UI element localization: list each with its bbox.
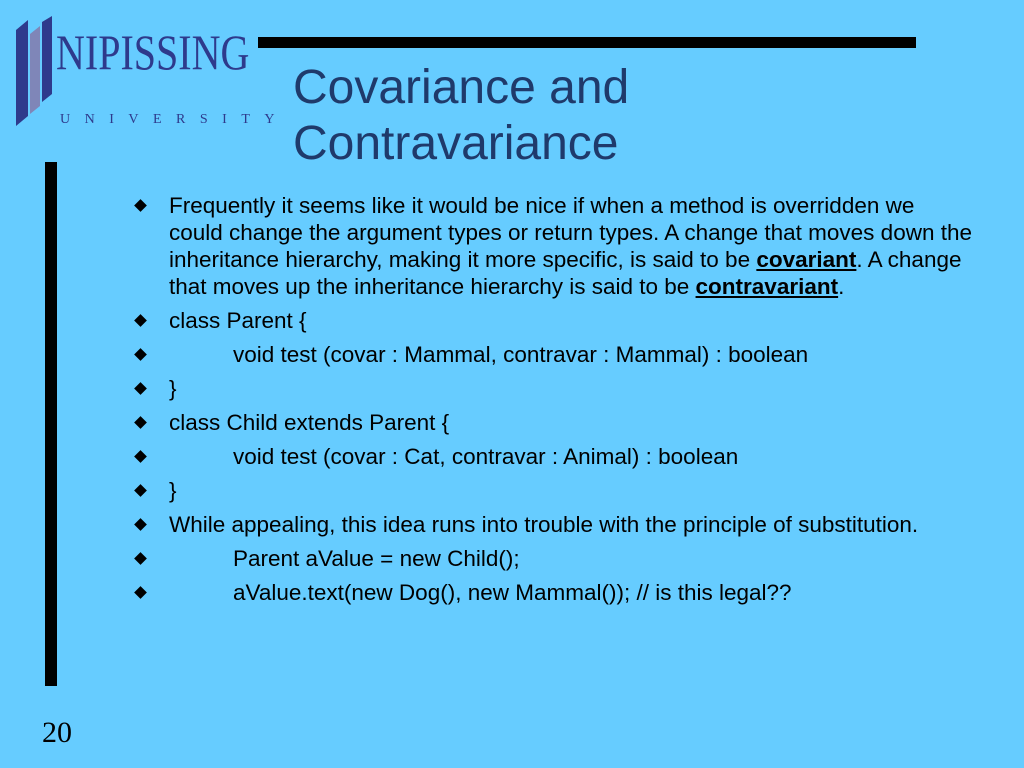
bullet-text: void test (covar : Mammal, contravar : Mammal) : boolean (233, 342, 809, 367)
bullet-item (132, 477, 972, 504)
bullet-text-part: . (838, 274, 845, 299)
bullet-text-part: . A change that moves up the inheritance hierarchy is said to be (169, 247, 962, 299)
keyword-contravariant: contravariant (695, 274, 839, 299)
bullet-text: } (169, 376, 177, 401)
bullet-item (132, 375, 972, 402)
bullet-text: Parent aValue = new Child(); (233, 546, 520, 571)
nipissing-university-logo (10, 14, 289, 128)
slide-title-line-1: Covariance and (293, 61, 630, 114)
bullet-item (132, 341, 972, 368)
slide-title (293, 60, 629, 172)
diamond-bullet-icon (134, 348, 147, 361)
diamond-bullet-icon (134, 484, 147, 497)
logo-name: NIPISSING (56, 24, 250, 80)
bullet-text: void test (covar : Cat, contravar : Animal) : boolean (233, 444, 739, 469)
diamond-bullet-icon (134, 450, 147, 463)
bullet-item (132, 307, 972, 334)
bullet-item (132, 192, 972, 300)
top-divider (258, 37, 916, 48)
diamond-bullet-icon (134, 199, 147, 212)
diamond-bullet-icon (134, 314, 147, 327)
bullet-item (132, 545, 972, 572)
diamond-bullet-icon (134, 416, 147, 429)
page-number: 20 (42, 716, 72, 749)
bullet-text: While appealing, this idea runs into trouble with the principle of substitution. (169, 512, 919, 537)
bullet-item (132, 579, 972, 606)
bullet-text: class Child extends Parent { (169, 410, 450, 435)
diamond-bullet-icon (134, 382, 147, 395)
nipissing-emblem-icon (10, 14, 54, 128)
slide-title-line-2: Contravariance (293, 117, 619, 170)
bullet-text (169, 193, 972, 299)
bullet-text: class Parent { (169, 308, 307, 333)
diamond-bullet-icon (134, 518, 147, 531)
diamond-bullet-icon (134, 552, 147, 565)
keyword-covariant: covariant (756, 247, 857, 272)
bullet-item (132, 409, 972, 436)
bullet-text: aValue.text(new Dog(), new Mammal()); // is this legal?? (233, 580, 792, 605)
diamond-bullet-icon (134, 586, 147, 599)
left-divider (45, 162, 57, 686)
bullet-text: } (169, 478, 177, 503)
bullet-item (132, 511, 972, 538)
logo-subtitle: UNIVERSITY (60, 112, 289, 127)
bullet-item (132, 443, 972, 470)
bullet-text-part: Frequently it seems like it would be nice if when a method is overridden we could change the argument types or return types. A change that moves down the inheritance hierarchy, making it more specific, is said to be (169, 193, 973, 272)
bullet-list (132, 192, 972, 613)
